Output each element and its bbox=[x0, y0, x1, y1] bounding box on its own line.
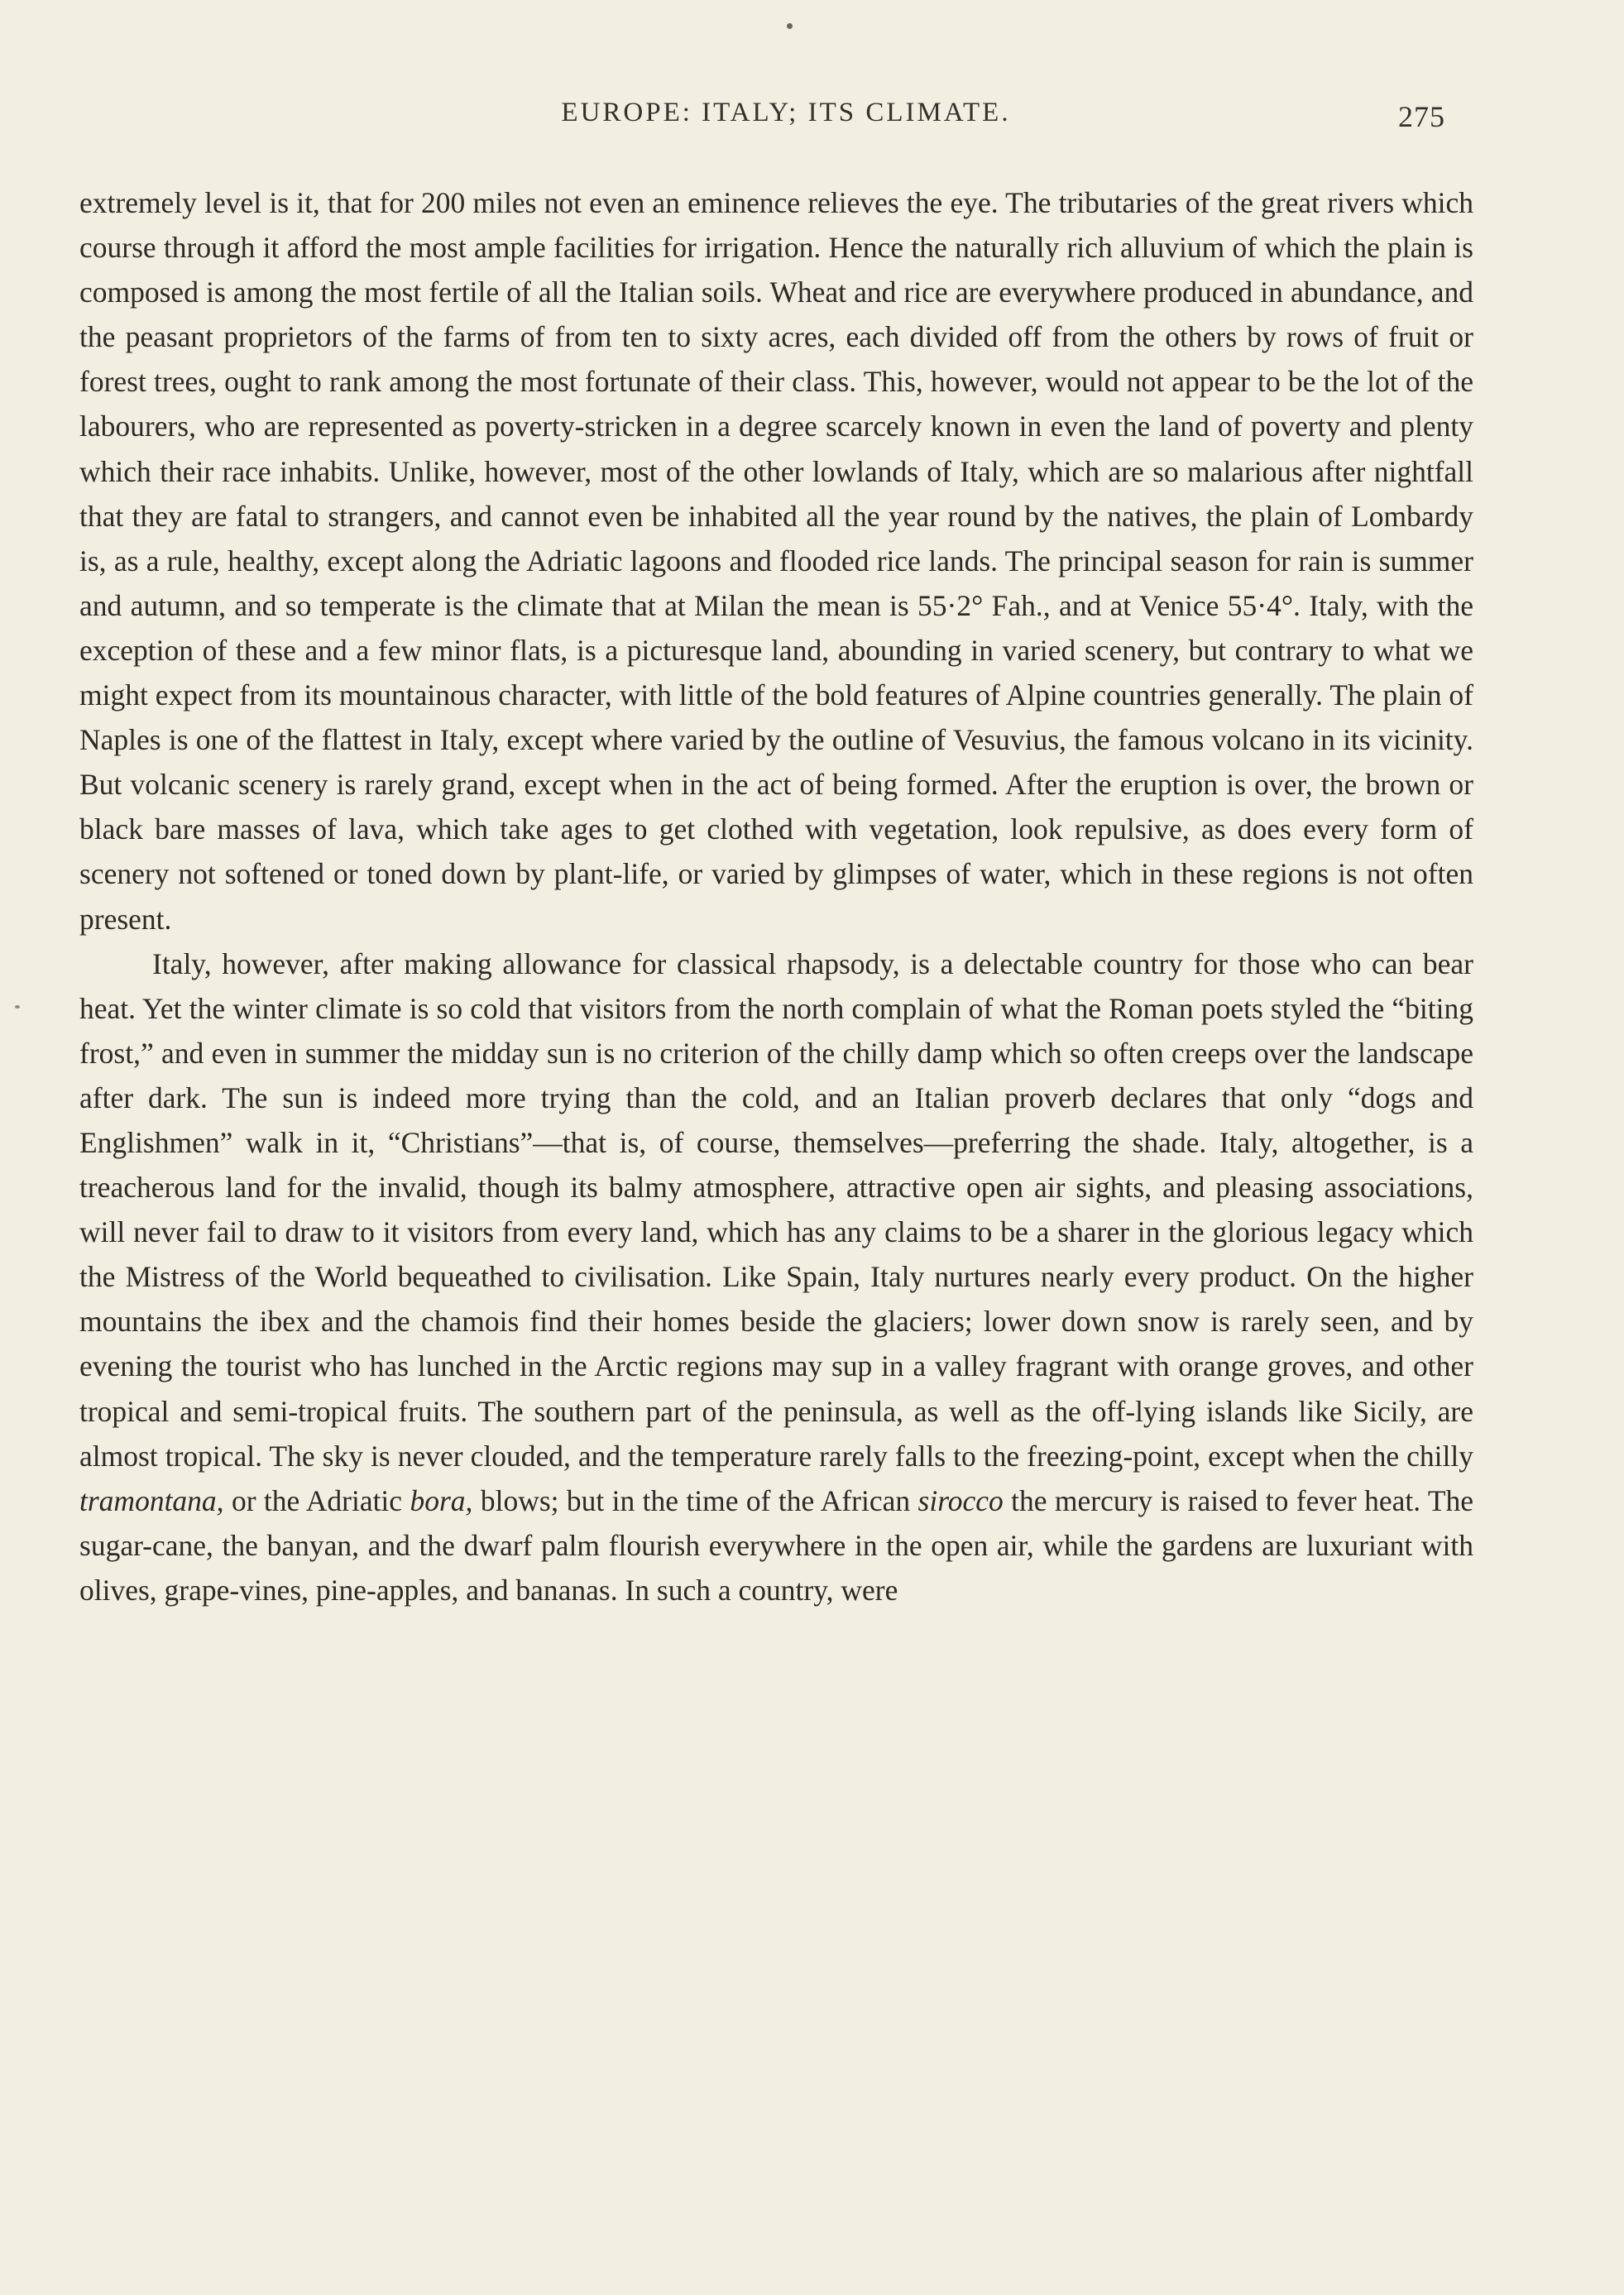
paragraph-2-part-b: or the Adriatic bbox=[231, 1483, 403, 1517]
italic-tramontana: tramontana, bbox=[79, 1483, 224, 1517]
ink-speck bbox=[787, 23, 793, 29]
paragraph-2-part-c: blows; but in the time of the African bbox=[480, 1483, 911, 1517]
page-number: 275 bbox=[1398, 100, 1445, 133]
ink-speck-margin bbox=[15, 1005, 20, 1009]
italic-sirocco: sirocco bbox=[917, 1483, 1004, 1517]
paragraph-2-part-d: the mercury is raised to fever heat. The sugar-cane, the banyan, and the dwarf palm flourish everywhere in the open air, while the gardens are luxuriant with olives, grape-vines, pine-apples, and bananas. In such a country, were bbox=[79, 1483, 1474, 1607]
page-header bbox=[0, 98, 1624, 147]
italic-bora: bora, bbox=[410, 1483, 473, 1517]
running-head: EUROPE: ITALY; ITS CLIMATE. bbox=[561, 98, 1011, 127]
paragraph-1: extremely level is it, that for 200 miles not even an eminence relieves the eye. The tributaries of the great rivers which course through it afford the most ample facilities for irrigation. Hence the naturally rich alluvium of which the plain is composed is among the most fertile of all the Italian soils. Wheat and rice are everywhere produced in abundance, and the peasant proprietors of the farms of from ten to sixty acres, each divided off from the others by rows of fruit or forest trees, ought to rank among the most fortunate of their class. This, however, would not appear to be the lot of the labourers, who are represented as poverty-stricken in a degree scarcely known in even the land of poverty and plenty which their race inhabits. Unlike, however, most of the other lowlands of Italy, which are so malarious after nightfall that they are fatal to strangers, and cannot even be inhabited all the year round by the natives, the plain of Lombardy is, as a rule, healthy, except along the Adriatic lagoons and flooded rice lands. The principal season for rain is summer and autumn, and so temperate is the climate that at Milan the mean is 55·2° Fah., and at Venice 55·4°. Italy, with the exception of these and a few minor flats, is a picturesque land, abounding in varied scenery, but contrary to what we might expect from its mountainous character, with little of the bold features of Alpine countries generally. The plain of Naples is one of the flattest in Italy, except where varied by the outline of Vesuvius, the famous volcano in its vicinity. But volcanic scenery is rarely grand, except when in the act of being formed. After the eruption is over, the brown or black bare masses of lava, which take ages to get clothed with vegetation, look repulsive, as does every form of scenery not softened or toned down by plant-life, or varied by glimpses of water, which in these regions is not often present. bbox=[79, 186, 1473, 936]
paragraph-2 bbox=[79, 941, 1473, 1612]
body-text bbox=[79, 180, 1473, 1612]
paragraph-2-part-a: Italy, however, after making allowance for classical rhapsody, is a delectable country for those who can bear heat. Yet the winter climate is so cold that visitors from the north complain of what the Roman poets styled the “biting frost,” and even in summer the midday sun is no criterion of the chilly damp which so often creeps over the landscape after dark. The sun is indeed more trying than the cold, and an Italian proverb declares that only “dogs and Englishmen” walk in it, “Christians”—that is, of course, themselves—preferring the shade. Italy, altogether, is a treacherous land for the invalid, though its balmy atmosphere, attractive open air sights, and pleasing associations, will never fail to draw to it visitors from every land, which has any claims to be a sharer in the glorious legacy which the Mistress of the World bequeathed to civilisation. Like Spain, Italy nurtures nearly every product. On the higher mountains the ibex and the chamois find their homes beside the glaciers; lower down snow is rarely seen, and by evening the tourist who has lunched in the Arctic regions may sup in a valley fragrant with orange groves, and other tropical and semi-tropical fruits. The southern part of the peninsula, as well as the off-lying islands like Sicily, are almost tropical. The sky is never clouded, and the temperature rarely falls to the freezing-point, except when the chilly bbox=[79, 946, 1473, 1473]
